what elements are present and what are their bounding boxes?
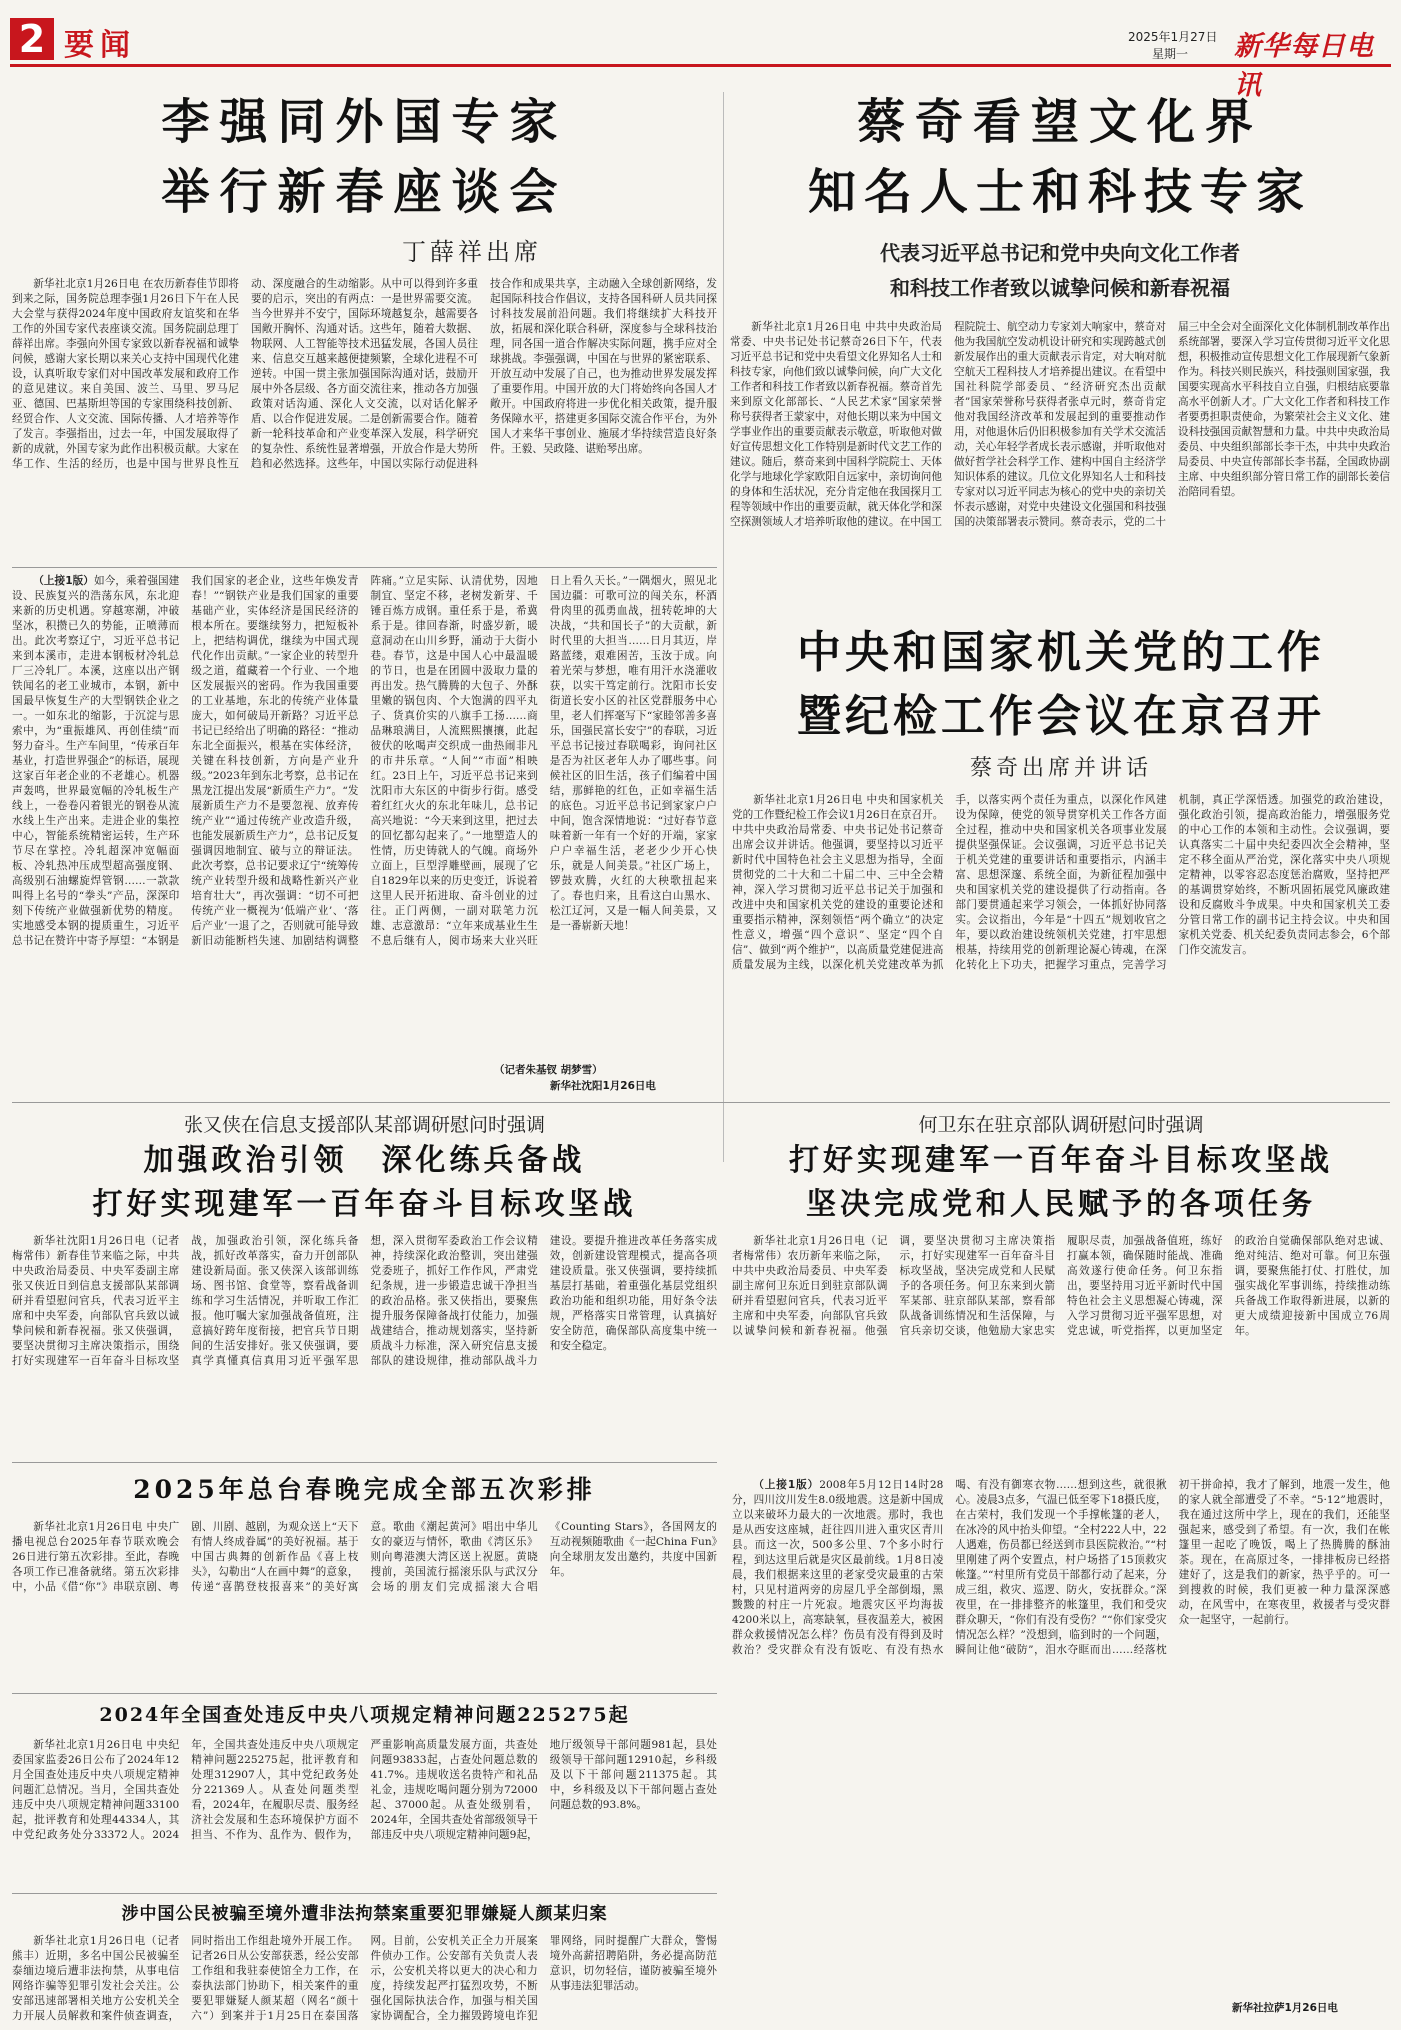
article-body: 新华社北京1月26日电 中共中央政治局常委、中央书记处书记蔡奇26日下午，代表习近平总书记和党中央看望文化界知名人士和科技专家，向他们致以诚挚问候，向广大文化工作者和科技工作者致以新春祝福。蔡奇首先来到原文化部部长、“人民艺术家”国家荣誉称号获得者王蒙家中，对他长期以来为中国文学事业作出的重要贡献表示敬意，听取他对做好宣传思想文化工作特别是新时代文艺工作的建议。随后，蔡奇来到中国科学院院士、天体化学与地球化学家欧阳自远家中，亲切询问他的身体和生活状况，充分肯定他在我国探月工程等领域中作出的重要贡献，就天体化学和深空探测领域人才培养听取他的建议。在中国工程院院士、航空动力专家刘大响家中，蔡奇对他为我国航空发动机设计研究和实现跨越式创新发展作出的重大贡献表示肯定，对大响对航空航天工程科技人才培养提出建议。在看望中国社科院学部委员、“经济研究杰出贡献者”国家荣誉称号获得者张卓元时，蔡奇肯定他对我国经济改革和发展起到的重要推动作用，对他退休后仍旧积极参加有关学术交流活动，关心年轻学者成长表示感谢，并听取他对做好哲学社会科学工作、建构中国自主经济学知识体系的建议。几位文化界知名人士和科技专家对以习近平同志为核心的党中央的亲切关怀表示感谢，对党中央建设文化强国和科技强国的决策部署表示赞同。蔡奇表示，党的二十届三中全会对全面深化文化体制机制改革作出系统部署，要深入学习宣传贯彻习近平文化思想，积极推动宣传思想文化工作展现新气象新作为。科技兴则民族兴，科技强则国家强，我国要实现高水平科技自立自强，归根结底要靠高水平创新人才。广大文化工作者和科技工作者要勇担职责使命，为繁荣社会主义文化、建设科技强国贡献智慧和力量。中共中央政治局委员、中央组织部部长李干杰，中共中央政治局委员、中央宣传部部长李书磊，全国政协副主席、中央组织部分管日常工作的副部长姜信治陪同看望。 bbox=[730, 321, 1390, 528]
dateline: 新华社拉萨1月26日电 bbox=[1232, 2002, 1338, 2014]
article-eight-point-rules bbox=[12, 1700, 717, 1890]
divider bbox=[12, 1893, 717, 1894]
issue-weekday: 星期一 bbox=[1152, 47, 1189, 61]
body-text: 如今，乘着强国建设、民族复兴的浩荡东风，东北迎来新的历史机遇。穿越寒潮，冲破坚冰，积攒已久的势能，正喷薄而出。此次考察辽宁，习近平总书记来到本溪市，走进本钢板材冷轧总厂三冷轧厂。本溪，这座以出产钢铁闻名的老工业城市，本钢，新中国最早恢复生产的大型钢铁企业之一。一如东北的缩影，于沉淀与思索中，为“重振雄风、再创佳绩”而努力奋斗。生产车间里，“传承百年基业，打造世界强企”的标语，展现这家百年老企业的不老雄心。机器声轰鸣，世界最宽幅的冷轧板生产线上，一卷卷闪着银光的钢卷从流水线上生产出来。走进企业的集控中心，智能系统精密运转，生产环节尽在掌控。冷轧超深冲宽幅面板、冷轧热冲压成型超高强度钢、高级别石油螺旋焊管钢……一款款叫得上名号的“拳头”产品，深深印刻下传统产业做强新优势的精度。实地感受本钢的提质重生，习近平总书记在赞许中寄予厚望：“本钢是我们国家的老企业，这些年焕发青春！”“钢铁产业是我们国家的重要基础产业，实体经济是国民经济的根本所在。要继续努力，把短板补上，把结构调优，继续为中国式现代化作出贡献。”一家企业的转型升级之道，蕴藏着一个行业、一个地区发展振兴的密码。作为我国重要的工业基地，东北的传统产业体量庞大，如何破局开新路？习近平总书记已经给出了明确的路径：“推动东北全面振兴，根基在实体经济，关键在科技创新，方向是产业升级。”2023年到东北考察，总书记在黑龙江提出发展“新质生产力”。“发展新质生产力不是要忽视、放弃传统产业”“通过传统产业改造升级，也能发展新质生产力”，总书记反复强调因地制宜、破与立的辩证法。此次考察，总书记要求辽宁“统筹传统产业转型升级和战略性新兴产业培育壮大”，再次强调：“切不可把传统产业一概视为‘低端产业’、‘落后产业’一退了之，否则就可能导致新旧动能断档失速、加剧结构调整阵痛。”立足实际、认清优势，因地制宜、坚定不移，老树发新芽、千锤百炼方成钢。重任系于是，希冀系于是。律回春渐，时盛岁新，暖意洞动在山川乡野，涌动于大街小巷。春节，这是中国人心中最温暖的节日，也是在团圆中汲取力量的再出发。热气腾腾的大包子、外酥里嫩的锅包肉、个大饱满的四平丸子、货真价实的八旗手工扬……商品琳琅满目，人流熙熙攘攘，此起彼伏的吆喝声交织成一曲热闹非凡的市井乐章。“人间”“市面”相映红。23日上午，习近平总书记来到沈阳市大东区的中街步行街。感受着红红火火的东北年味儿，总书记高兴地说：“今天来到这里，把过去的回忆都勾起来了。”一地塑造人的性情，历史铸就人的气魄。商场外立面上，巨型浮雕壁画，展现了它自1829年以来的历史变迁，诉说着这里人民开拓进取、奋斗创业的过往。正门两侧，一副对联笔力沉雄、志意激昂：“立年来成基业生生不息后继有人，阅市场来大业兴旺日上看久天长。”一隅烟火，照见北国边疆：可歌可泣的闯关东，杯酒骨肉里的孤勇血战，扭转乾坤的大决战，“共和国长子”的大贡献，新时代里的大担当……日月其迈，岸路蓝缕，艰难困苦，玉汝于成。向着光荣与梦想，唯有用汗水浇灌收获，以实干笃定前行。沈阳市长安街道长安小区的社区党群服务中心里，老人们挥毫写下“家睦邻善多喜乐，国强民富长安宁”的春联，习近平总书记接过春联喝彩，询问社区是否为社区老年人办了哪些事。问候社区的旧生活，孩子们编着中国结，那鲜艳的红色，正如幸福生活的底色。习近平总书记到家家户户中间，饱含深情地说：“过好春节意味着新一年有一个好的开端，家家户户幸福生活，老老少少开心快乐，就是人间美景。”社区广场上，锣鼓欢腾，火红的大秧歌扭起来了。春也归来，且看这白山黑水、松江辽河，又是一幅人间美景，又是一番崭新天地！ bbox=[12, 575, 717, 947]
headline-line-1: 中央和国家机关党的工作 bbox=[797, 627, 1325, 678]
issue-date: 2025年1月27日 bbox=[1128, 30, 1218, 44]
divider bbox=[12, 567, 717, 568]
article-detention-case bbox=[12, 1900, 717, 2025]
article-he-weidong bbox=[732, 1110, 1390, 1470]
headline-line-1: 打好实现建军一百年奋斗目标攻坚战 bbox=[789, 1143, 1333, 1178]
article-continued bbox=[12, 574, 717, 1094]
headline: 2024年全国查处违反中央八项规定精神问题225275起 bbox=[99, 1704, 630, 1726]
article-body: 新华社北京1月26日电 中央纪委国家监委26日公布了2024年12月全国查处违反中央八项规定精神问题汇总情况。当月，全国共查处违反中央八项规定精神问题33100起，批评教育和处理44334人，其中党纪政务处分33372人。2024年，全国共查处违反中央八项规定精神问题225275起，批评教育和处理312907人，其中党纪政务处分221369人。从查处问题类型看，2024年，在履职尽责、服务经济社会发展和生态环境保护方面不担当、不作为、乱作为、假作为，严重影响高质量发展方面，共查处问题93833起，占查处问题总数的41.7%。违规收送名贵特产和礼品礼金，违规吃喝问题分别为72000起、37000起。从查处级别看，2024年，全国共查处省部级领导干部违反中央八项规定精神问题9起，地厅级领导干部问题981起，县处级领导干部问题12910起，乡科级及以下干部问题211375起。其中，乡科级及以下干部问题占查处问题总数的93.8%。 bbox=[12, 1739, 717, 1841]
subheadline: 丁薛祥出席 bbox=[402, 238, 542, 266]
article-body bbox=[12, 574, 717, 1059]
page-number-badge: 2 bbox=[10, 18, 54, 60]
article-body: 新华社北京1月26日电（记者梅常伟）农历新年来临之际，中共中央政治局委员、中央军委副主席何卫东近日到驻京部队调研并看望慰问官兵，代表习近平主席和中央军委，向部队官兵致以诚挚问候和新春祝福。他强调，要坚决贯彻习主席决策指示，打好实现建军一百年奋斗目标攻坚战，坚决完成党和人民赋予的各项任务。何卫东来到火箭军某部、驻京部队某部，察看部队战备训练情况和生活保障，与官兵亲切交谈，他勉励大家忠实履职尽责，加强战备值班，练好打赢本领，确保随时能战、准确高效遂行使命任务。何卫东指出，要坚持用习近平新时代中国特色社会主义思想凝心铸魂，深入学习贯彻习近平强军思想，对党忠诚，听党指挥，以更加坚定的政治自觉确保部队绝对忠诚、绝对纯洁、绝对可靠。何卫东强调，要聚焦能打仗、打胜仗，加强实战化军事训练，持续推动练兵备战工作取得新进展，以新的更大成绩迎接新中国成立76周年。 bbox=[732, 1235, 1390, 1337]
divider bbox=[12, 1462, 717, 1463]
article-body: 新华社北京1月26日电 中央和国家机关党的工作暨纪检工作会议1月26日在京召开。中共中央政治局常委、中央书记处书记蔡奇出席会议并讲话。他强调，要坚持以习近平新时代中国特色社会主义思想为指导，全面贯彻党的二十大和二十届二中、三中全会精神，深入学习贯彻习近平总书记关于加强和改进中央和国家机关党的建设的重要论述和重要指示精神，深刻领悟“两个确立”的决定性意义，增强“四个意识”、坚定“四个自信”、做到“两个维护”，以高质量党建促进高质量发展为主线，以深化机关党建改革为抓手，以落实两个责任为重点，以深化作风建设为保障，使党的领导贯穿机关工作各方面全过程，推动中央和国家机关各项事业发展提供坚强保证。会议强调，习近平总书记关于机关党建的重要讲话和重要指示，内涵丰富、思想深邃、系统全面，为新征程加强中央和国家机关党的建设提供了行动指南。各部门要贯通起来学习领会，一体抓好协同落实。会议指出，今年是“十四五”规划收官之年，要以政治建设统领机关党建，打牢思想根基，持续用党的创新理论凝心铸魂，在深化转化上下功夫，把握学习重点，完善学习机制，真正学深悟透。加强党的政治建设，强化政治引领，提高政治能力，增强服务党的中心工作的本领和主动性。会议强调，要认真落实二十届中央纪委四次全会精神，坚定不移全面从严治党，深化落实中央八项规定精神，以零容忍态度惩治腐败，坚持把严的基调贯穿始终，不断巩固拓展党风廉政建设和反腐败斗争成果。中央和国家机关工委分管日常工作的副书记主持会议。中央和国家机关党委、机关纪委负责同志参会，6个部门作交流发言。 bbox=[732, 794, 1390, 971]
headline-line-1: 加强政治引领 深化练兵备战 bbox=[143, 1143, 586, 1178]
divider bbox=[12, 1102, 1390, 1103]
headline-line-2: 坚决完成党和人民赋予的各项任务 bbox=[806, 1187, 1316, 1222]
article-body: 新华社北京1月26日电 中央广播电视总台2025年春节联欢晚会26日进行第五次彩排。至此，春晚各项工作已准备就绪。第五次彩排中，小品《借“你”》串联京剧、粤剧、川剧、越剧，为观众送上“天下有情人终成眷属”的美好祝福。基于中国古典舞的创新作品《喜上枝头》，勾勒出“人在画中舞”的意象，传递“喜鹊登枝报喜来”的美好寓意。歌曲《潮起黄河》唱出中华儿女的豪迈与情怀，歌曲《湾区乐》则向粤港澳大湾区送上祝愿。黄晓搜前，美国流行摇滚乐队与武汉分会场的朋友们完成摇滚大合唱《Counting Stars》，各国网友的互动视频随歌曲《一起China Fun》向全球朋友发出邀约，共度中国新年。 bbox=[12, 1521, 717, 1593]
headline-line-2: 暨纪检工作会议在京召开 bbox=[797, 691, 1325, 742]
article-spring-gala bbox=[12, 1472, 717, 1687]
article-cai-qi-visit bbox=[730, 92, 1390, 562]
continued-lead: （上接1版） bbox=[753, 1479, 820, 1491]
headline-line-2: 知名人士和科技专家 bbox=[807, 164, 1312, 220]
article-quake-continued bbox=[732, 1478, 1390, 2023]
brand-logo: 新华每日电讯 bbox=[1234, 31, 1374, 101]
headline-line-2: 举行新春座谈会 bbox=[161, 164, 568, 220]
subheadline-line-2: 和科技工作者致以诚挚问候和新春祝福 bbox=[890, 276, 1230, 300]
headline-line-1: 李强同外国专家 bbox=[161, 94, 568, 150]
divider bbox=[12, 1693, 717, 1694]
article-zhang-youxia bbox=[12, 1110, 717, 1470]
dateline: 新华社沈阳1月26日电 bbox=[550, 1080, 656, 1092]
headline: 涉中国公民被骗至境外遭非法拘禁案重要犯罪嫌疑人颜某归案 bbox=[121, 1904, 608, 1924]
article-party-work-meeting bbox=[732, 625, 1390, 1095]
subheadline: 蔡奇出席并讲话 bbox=[969, 756, 1152, 781]
article-body: 新华社北京1月26日电（记者熊丰）近期，多名中国公民被骗至泰缅边境后遭非法拘禁，从事电信网络诈骗等犯罪引发社会关注。公安部迅速部署相关地方公安机关全力开展人员解救和案件侦查调查，同时指出工作组赴境外开展工作。记者26日从公安部获悉，经公安部工作组和我驻泰使馆全力工作，在泰执法部门协助下，相关案件的重要犯罪嫌疑人颜某超（网名“颜十六”）到案并于1月25日在泰国落网。目前，公安机关正全力开展案件侦办工作。公安部有关负责人表示，公安机关将以更大的决心和力度，持续发起严打猛烈攻势，不断强化国际执法合作，加强与相关国家协调配合，全力摧毁跨境电诈犯罪网络，同时提醒广大群众，警惕境外高薪招聘陷阱，务必提高防范意识，切勿轻信，谨防被骗至境外从事违法犯罪活动。 bbox=[12, 1935, 717, 2022]
headline-line-2: 打好实现建军一百年奋斗目标攻坚战 bbox=[92, 1187, 637, 1222]
article-body: 新华社北京1月26日电 在农历新春佳节即将到来之际，国务院总理李强1月26日下午在人民大会堂与获得2024年度中国政府友谊奖和在华工作的外国专家代表座谈交流。国务院副总理丁薛祥出席。李强向外国专家致以新春祝福和诚挚问候，感谢大家长期以来关心支持中国现代化建设，认真听取专家们对中国改革发展和政府工作的意见建议。来自美国、波兰、马里、罗马尼亚、德国、巴基斯坦等国的专家围绕科技创新、经贸合作、人文交流、国际传播、人才培养等作了发言。李强指出，过去一年，中国发展取得了新的成就，外国专家为此作出积极贡献。大家在华工作、生活的经历，也是中国与世界良性互动、深度融合的生动缩影。从中可以得到许多重要的启示，突出的有两点：一是世界需要交流。当今世界并不安宁，国际环境越复杂，越需要各国敞开胸怀、沟通对话。这些年，随着大数据、物联网、人工智能等技术迅猛发展，各国人员往来、信息交互越来越便捷频繁，全球化进程不可逆转。中国一贯主张加强国际沟通对话，鼓励开展中外各层级、各方面交流往来，推动各方加强政策对话沟通、深化人文交流，以对话化解矛盾、以合作促进发展。二是创新需要合作。随着新一轮科技革命和产业变革深入发展，科学研究的复杂性、系统性显著增强，开放合作是大势所趋和必然选择。这些年，中国以实际行动促进科技合作和成果共享，主动融入全球创新网络，发起国际科技合作倡议，支持各国科研人员共同探讨科技发展前沿问题。我们将继续扩大科技开放，拓展和深化联合科研，深度参与全球科技治理，同各国一道合作解决实际问题，携手应对全球挑战。李强强调，中国在与世界的紧密联系、开放互动中发展了自己，也为推动世界发展发挥了重要作用。中国开放的大门将始终向各国人才敞开。中国政府将进一步优化相关政策，提升服务保障水平，搭建更多国际交流合作平台，为外国人才来华干事创业、施展才华持续营造良好条件。王毅、吴政隆、谌贻琴出席。 bbox=[12, 278, 717, 470]
headline: 2025年总台春晚完成全部五次彩排 bbox=[133, 1475, 596, 1504]
section-name: 要闻 bbox=[64, 28, 136, 63]
article-body bbox=[732, 1478, 1390, 1993]
kicker: 何卫东在驻京部队调研慰问时强调 bbox=[918, 1114, 1204, 1136]
body-text: 2008年5月12日14时28分，四川汶川发生8.0级地震。这是新中国成立以来破坏力最大的一次地震。那时，我也是从西安这座城，赶往四川进入重灾区青川县。而这一次，500多公里、7个多小时行程，到达这里后就是灾区最前线。1月8日凌晨，我们根据来这里的老家受灾最重的古荣村，只见村道两旁的房屋几乎全部倒塌，黑黢黢的村庄一片死寂。地震灾区平均海拔4200米以上，高寒缺氧，昼夜温差大，被困群众救援情况怎么样？伤员有没有得到及时救治？受灾群众有没有饭吃、有没有热水喝、有没有御寒衣物……想到这些，就很揪心。凌晨3点多，气温已低至零下18摄氏度，在古荣村，我们发现一个手撑帐篷的老人，在冰冷的风中抬头仰望。“全村222人中，22人遇难，伤员都已经送到市县医院救治。”“村里刚建了两个安置点，村户场搭了15顶救灾帐篷。”“村里所有党员干部都行动了起来，分成三组，救灾、巡逻、防火，安抚群众。”深夜里，在一排排整齐的帐篷里，我们和受灾群众聊天，“你们有没有受伤？”“你们家受灾情况怎么样？”没想到，临到时的一个问题，瞬间让他“破防”，泪水夺眶而出……经落枕初干拼命掉，我才了解到，地震一发生，他的家人就全部遭受了不幸。“5·12”地震时，我在通过这所中学上，现在的我们，还能坚强起来，感受到了希望。有一次，我们在帐篷里一起吃了晚饭，喝上了热腾腾的酥油茶。现在，在高原过冬，一排排板房已经搭建好了，这是我们的新家，热乎乎的。可一到搜救的时候，我们更被一种力量深深感动，在风雪中，在寒夜里，救援者与受灾群众一起坚守，一起前行。 bbox=[732, 1479, 1390, 1656]
divider bbox=[723, 92, 724, 1162]
masthead-rule bbox=[10, 64, 1391, 67]
byline: （记者朱基钗 胡梦雪） bbox=[494, 1064, 603, 1076]
article-li-qiang bbox=[12, 92, 717, 562]
kicker: 张又侠在信息支援部队某部调研慰问时强调 bbox=[183, 1114, 545, 1136]
subheadline-line-1: 代表习近平总书记和党中央向文化工作者 bbox=[880, 241, 1240, 265]
continued-lead: （上接1版） bbox=[33, 575, 94, 587]
masthead bbox=[0, 0, 1401, 101]
headline-line-1: 蔡奇看望文化界 bbox=[856, 94, 1263, 150]
article-body: 新华社沈阳1月26日电（记者梅常伟）新春佳节来临之际，中共中央政治局委员、中央军委副主席张又侠近日到信息支援部队某部调研并看望慰问官兵，代表习近平主席和中央军委，向部队官兵致以诚挚问候和新春祝福。张又侠强调，要坚决贯彻习主席决策指示，围绕打好实现建军一百年奋斗目标攻坚战，加强政治引领，深化练兵备战，抓好改革落实，奋力开创部队建设新局面。张又侠深入该部训练场、图书馆、食堂等，察看战备训练和学习生活情况，并听取工作汇报。他叮嘱大家加强战备值班，注意搞好跨年度衔接，把官兵节日期间的生活安排好。张又侠强调，要真学真懂真信真用习近平强军思想，深入贯彻军委政治工作会议精神，持续深化政治整训，突出建强党委班子，抓好工作作风，严肃党纪条规，进一步锻造忠诚干净担当的政治品格。张又侠指出，要聚焦提升服务保障备战打仗能力，加强战建结合，推动规划落实，坚持新质战斗力标准，深入研究信息支援部队的建设规律，推动部队战斗力建设。要提升推进改革任务落实成效，创新建设管理模式，提高各项建设质量。张又侠强调，要持续抓基层打基础，着重强化基层党组织政治功能和组织功能，用好条令法规，严格落实日常管理，认真搞好安全防范，确保部队高度集中统一和安全稳定。 bbox=[12, 1235, 717, 1367]
